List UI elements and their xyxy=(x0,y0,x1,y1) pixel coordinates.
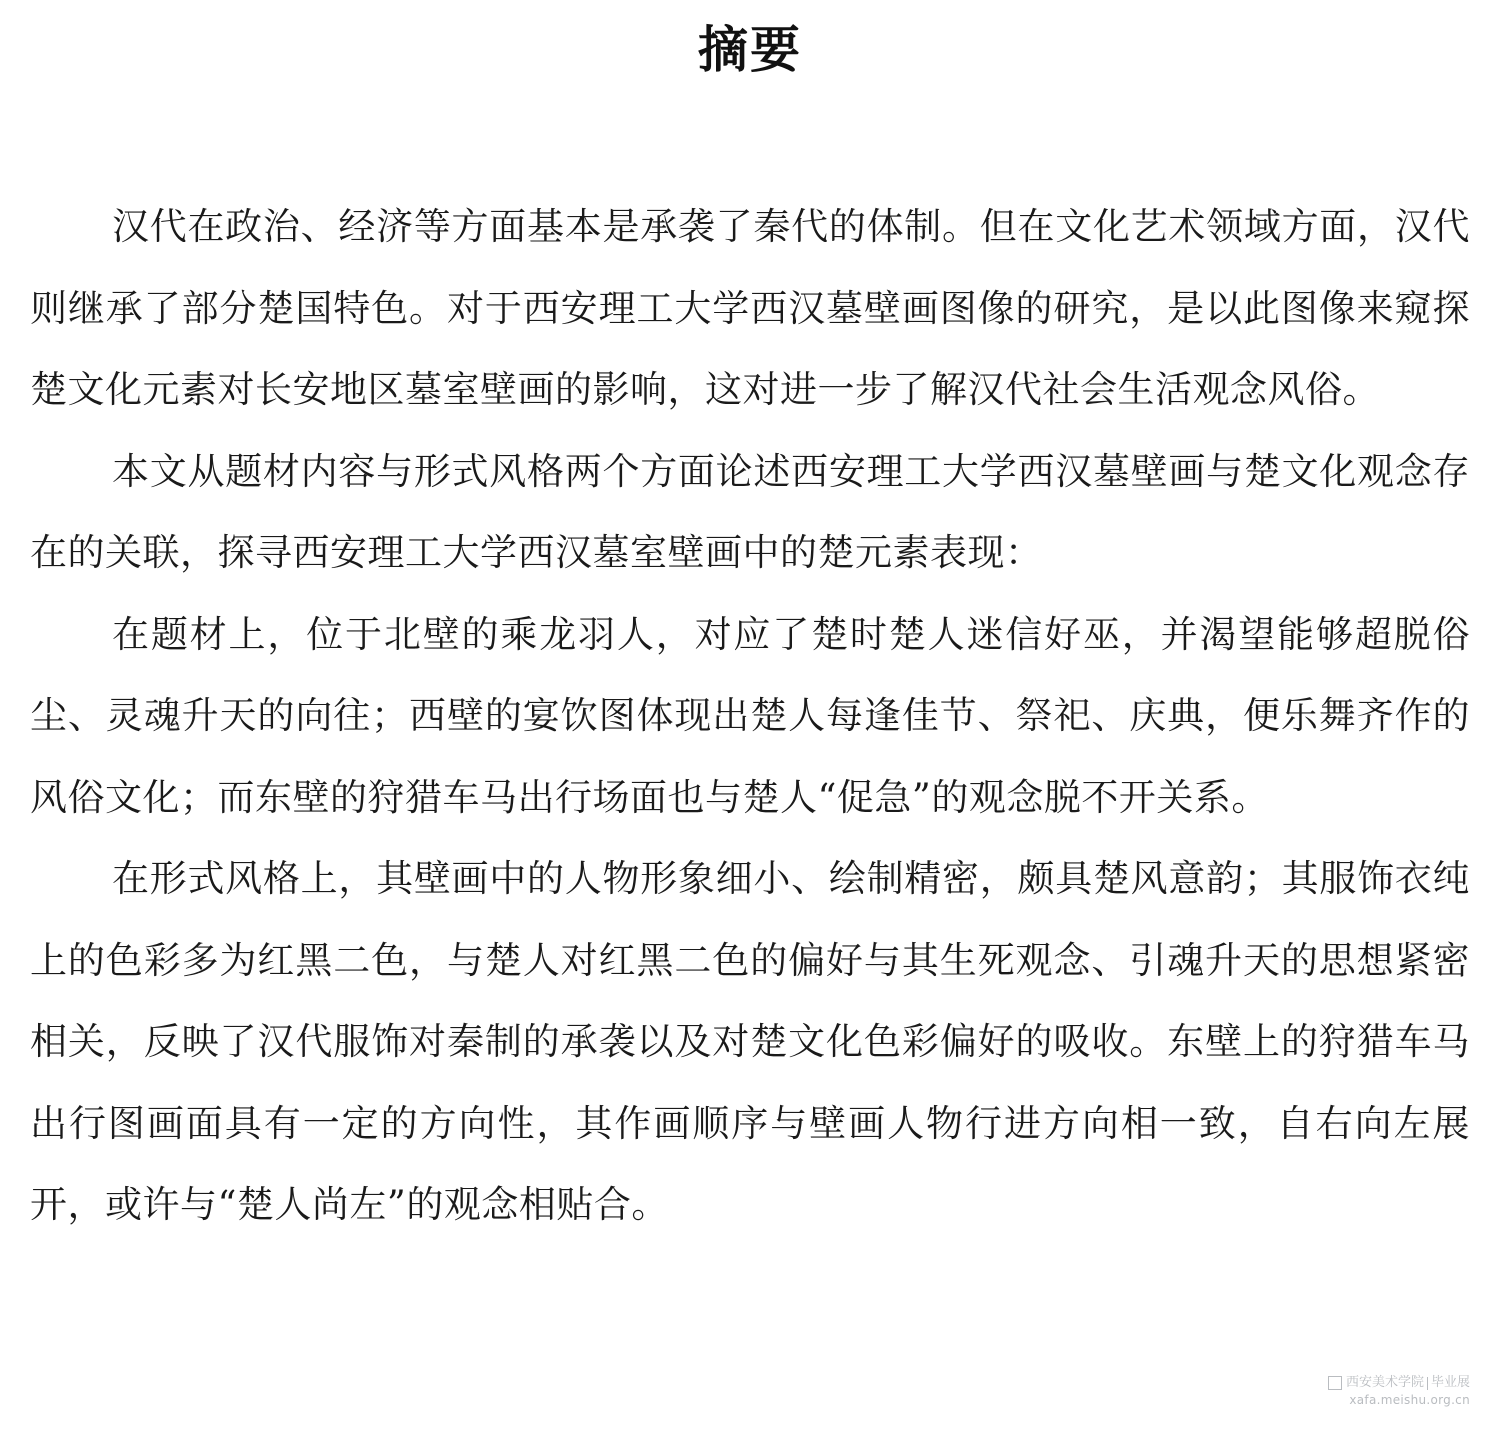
paragraph-1: 汉代在政治、经济等方面基本是承袭了秦代的体制。但在文化艺术领域方面，汉代则继承了部分楚国特色。对于西安理工大学西汉墓壁画图像的研究，是以此图像来窥探楚文化元素对长安地区墓室壁画的影响，这对进一步了解汉代社会生活观念风俗。 xyxy=(30,205,1470,411)
watermark-url: xafa.meishu.org.cn xyxy=(1349,1393,1470,1407)
watermark-divider xyxy=(1427,1377,1428,1390)
paragraph-2: 本文从题材内容与形式风格两个方面论述西安理工大学西汉墓壁画与楚文化观念存在的关联，探寻西安理工大学西汉墓室壁画中的楚元素表现： xyxy=(30,449,1470,574)
watermark xyxy=(1310,1374,1470,1408)
watermark-name: 西安美术学院 xyxy=(1345,1375,1424,1390)
paragraph-4: 在形式风格上，其壁画中的人物形象细小、绘制精密，颇具楚风意韵；其服饰衣纯上的色彩多为红黑二色，与楚人对红黑二色的偏好与其生死观念、引魂升天的思想紧密相关，反映了汉代服饰对秦制的承袭以及对楚文化色彩偏好的吸收。东壁上的狩猎车马出行图画面具有一定的方向性，其作画顺序与壁画人物行进方向相一致，自右向左展开，或许与“楚人尚左”的观念相贴合。 xyxy=(30,857,1470,1226)
abstract-body xyxy=(30,186,1470,1246)
academy-logo-icon xyxy=(1328,1376,1342,1390)
page-title: 摘要 xyxy=(698,21,802,79)
paragraph-3: 在题材上，位于北壁的乘龙羽人，对应了楚时楚人迷信好巫，并渴望能够超脱俗尘、灵魂升天的向往；西壁的宴饮图体现出楚人每逢佳节、祭祀、庆典，便乐舞齐作的风俗文化；而东壁的狩猎车马出行场面也与楚人“促急”的观念脱不开关系。 xyxy=(30,612,1470,819)
watermark-section: 毕业展 xyxy=(1430,1375,1470,1390)
